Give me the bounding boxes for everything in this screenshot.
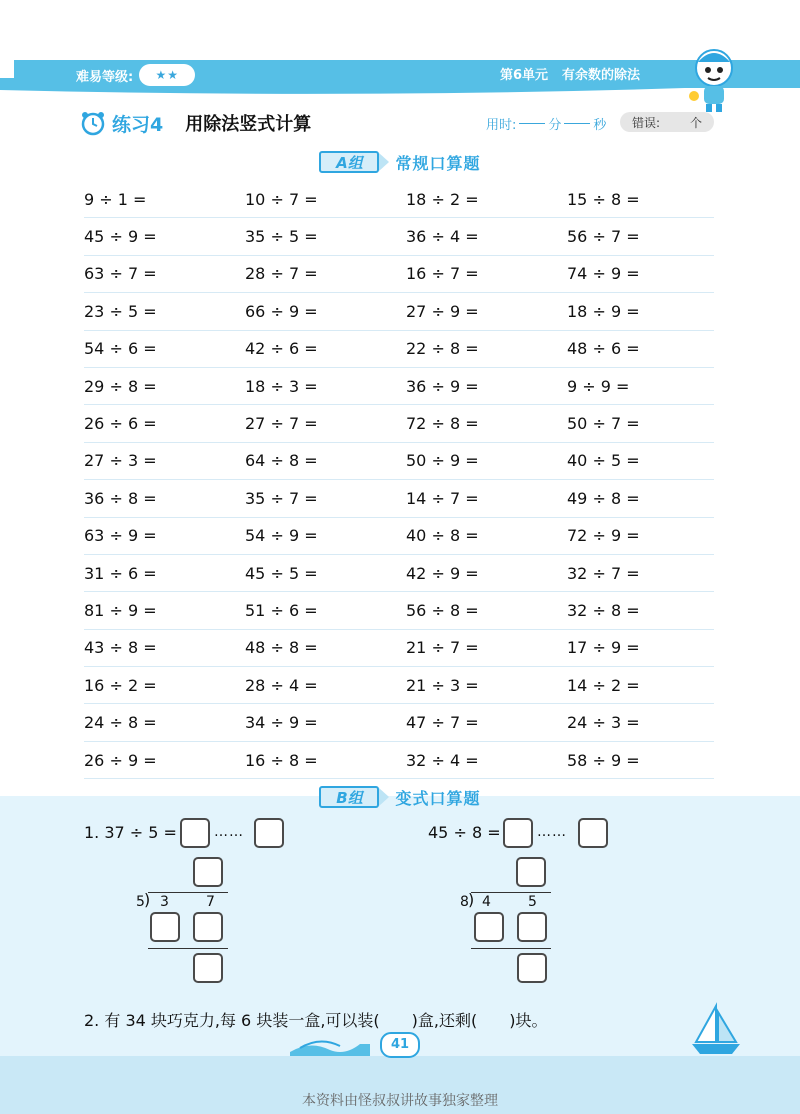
division-problem: 15 ÷ 8 = [567, 189, 640, 209]
division-problem: 21 ÷ 3 = [406, 675, 479, 695]
error-label: 错误: [632, 115, 661, 130]
division-problem: 42 ÷ 6 = [245, 339, 318, 359]
division-problem: 63 ÷ 7 = [84, 264, 157, 284]
division-problem: 18 ÷ 2 = [406, 189, 479, 209]
division-problem: 10 ÷ 7 = [245, 189, 318, 209]
division-problem: 26 ÷ 9 = [84, 750, 157, 770]
division-problem: 28 ÷ 7 = [245, 264, 318, 284]
division-problem: 43 ÷ 8 = [84, 638, 157, 658]
division-problem: 36 ÷ 9 = [406, 376, 479, 396]
division-bracket-line [471, 892, 551, 893]
product-ones-box[interactable] [517, 912, 547, 942]
division-problem: 49 ÷ 8 = [567, 488, 640, 508]
footer-note: 本资料由怪叔叔讲故事独家整理 [302, 1093, 498, 1109]
pencil-tag-icon [319, 151, 389, 173]
unit-heading [500, 64, 640, 83]
group-a-tag: A组 [319, 151, 379, 173]
division-problem: 56 ÷ 7 = [567, 227, 640, 247]
division-problem: 14 ÷ 7 = [406, 488, 479, 508]
division-problem: 72 ÷ 9 = [567, 526, 640, 546]
group-a-problem-grid [84, 181, 714, 779]
product-tens-box[interactable] [150, 912, 180, 942]
pencil-tip-icon [379, 153, 389, 171]
error-count-box [620, 112, 714, 132]
sailboat-icon [686, 1002, 746, 1058]
division-problem: 45 ÷ 9 = [84, 227, 157, 247]
division-problem: 16 ÷ 2 = [84, 675, 157, 695]
division-problem: 9 ÷ 1 = [84, 189, 147, 209]
subtraction-line [148, 948, 228, 949]
group-a-title: 常规口算题 [395, 153, 481, 173]
wave-icon [290, 1036, 370, 1056]
division-problem: 22 ÷ 8 = [406, 339, 479, 359]
time-label: 用时: [486, 118, 517, 133]
quotient-box[interactable] [180, 818, 210, 848]
problem-row [84, 704, 714, 741]
group-b-header [0, 784, 800, 810]
unit-number: 第6单元 [500, 68, 549, 83]
unit-name: 有余数的除法 [562, 68, 641, 83]
division-problem: 50 ÷ 9 = [406, 451, 479, 471]
problem-row [84, 480, 714, 517]
problem-1-left-expression: 1. 37 ÷ 5 = [84, 823, 177, 842]
mascot-icon [678, 42, 750, 114]
product-tens-box[interactable] [474, 912, 504, 942]
division-problem: 23 ÷ 5 = [84, 301, 157, 321]
division-problem: 51 ÷ 6 = [245, 600, 318, 620]
division-problem: 26 ÷ 6 = [84, 414, 157, 434]
division-problem: 63 ÷ 9 = [84, 526, 157, 546]
division-problem: 17 ÷ 9 = [567, 638, 640, 658]
remainder-dots: …… [537, 824, 567, 840]
problem-row [84, 667, 714, 704]
division-problem: 40 ÷ 5 = [567, 451, 640, 471]
quotient-box[interactable] [503, 818, 533, 848]
division-problem: 56 ÷ 8 = [406, 600, 479, 620]
difficulty-label: 难易等级: [76, 69, 134, 85]
division-problem: 72 ÷ 8 = [406, 414, 479, 434]
division-problem: 24 ÷ 3 = [567, 713, 640, 733]
division-problem: 24 ÷ 8 = [84, 713, 157, 733]
alarm-clock-icon [80, 110, 106, 136]
division-problem: 47 ÷ 7 = [406, 713, 479, 733]
problem-row [84, 293, 714, 330]
division-problem: 32 ÷ 7 = [567, 563, 640, 583]
problem-2-text: 2. 有 34 块巧克力,每 6 块装一盒,可以装( )盒,还剩( )块。 [84, 1011, 548, 1030]
division-problem: 18 ÷ 3 = [245, 376, 318, 396]
division-problem: 42 ÷ 9 = [406, 563, 479, 583]
division-problem: 29 ÷ 8 = [84, 376, 157, 396]
division-problem: 54 ÷ 9 = [245, 526, 318, 546]
page-number: 41 [380, 1032, 420, 1058]
problem-row [84, 555, 714, 592]
problem-1-right-expression: 45 ÷ 8 = [428, 823, 501, 842]
division-bracket-line [148, 892, 228, 893]
remainder-result-box[interactable] [193, 953, 223, 983]
problem-row [84, 181, 714, 218]
division-problem: 32 ÷ 8 = [567, 600, 640, 620]
stars-icon: ★★ [155, 68, 179, 82]
division-problem: 35 ÷ 5 = [245, 227, 318, 247]
dividend-ones: 7 [206, 894, 215, 910]
quotient-box[interactable] [516, 857, 546, 887]
problem-row [84, 592, 714, 629]
problem-row [84, 368, 714, 405]
division-problem: 40 ÷ 8 = [406, 526, 479, 546]
dividend-ones: 5 [528, 894, 537, 910]
error-unit: 个 [689, 115, 702, 130]
division-problem: 36 ÷ 8 = [84, 488, 157, 508]
division-problem: 74 ÷ 9 = [567, 264, 640, 284]
problem-row [84, 331, 714, 368]
subtraction-line [471, 948, 551, 949]
difficulty-rating [76, 64, 195, 86]
division-problem: 35 ÷ 7 = [245, 488, 318, 508]
remainder-box[interactable] [578, 818, 608, 848]
division-problem: 18 ÷ 9 = [567, 301, 640, 321]
group-b-tag: B组 [319, 786, 379, 808]
dividend-tens: 3 [160, 894, 169, 910]
division-problem: 28 ÷ 4 = [245, 675, 318, 695]
division-problem: 21 ÷ 7 = [406, 638, 479, 658]
second-unit: 秒 [593, 118, 607, 133]
division-problem: 27 ÷ 7 = [245, 414, 318, 434]
group-a-header [0, 149, 800, 175]
division-problem: 66 ÷ 9 = [245, 301, 318, 321]
divisor: 5 [136, 894, 145, 910]
quotient-box[interactable] [193, 857, 223, 887]
division-problem: 64 ÷ 8 = [245, 451, 318, 471]
remainder-box[interactable] [254, 818, 284, 848]
division-problem: 32 ÷ 4 = [406, 750, 479, 770]
product-ones-box[interactable] [193, 912, 223, 942]
pencil-tag-icon [319, 786, 389, 808]
division-bracket-icon: ) [468, 890, 475, 909]
division-problem: 27 ÷ 3 = [84, 451, 157, 471]
division-problem: 48 ÷ 8 = [245, 638, 318, 658]
problem-row [84, 518, 714, 555]
division-problem: 54 ÷ 6 = [84, 339, 157, 359]
division-problem: 81 ÷ 9 = [84, 600, 157, 620]
pencil-tip-icon [379, 788, 389, 806]
division-problem: 34 ÷ 9 = [245, 713, 318, 733]
division-problem: 58 ÷ 9 = [567, 750, 640, 770]
division-problem: 16 ÷ 8 = [245, 750, 318, 770]
division-problem: 9 ÷ 9 = [567, 376, 630, 396]
group-b-title: 变式口算题 [395, 788, 481, 808]
seconds-blank[interactable] [564, 123, 590, 124]
problem-row [84, 443, 714, 480]
problem-row [84, 630, 714, 667]
cloud-stars-badge [139, 64, 195, 86]
minutes-blank[interactable] [519, 123, 545, 124]
division-problem: 36 ÷ 4 = [406, 227, 479, 247]
minute-unit: 分 [548, 118, 562, 133]
division-problem: 14 ÷ 2 = [567, 675, 640, 695]
practice-number: 练习4 [112, 113, 164, 136]
division-problem: 50 ÷ 7 = [567, 414, 640, 434]
problem-row [84, 742, 714, 779]
division-problem: 48 ÷ 6 = [567, 339, 640, 359]
division-problem: 27 ÷ 9 = [406, 301, 479, 321]
dividend-tens: 4 [482, 894, 491, 910]
page-title: 用除法竖式计算 [185, 114, 312, 135]
problem-row [84, 218, 714, 255]
remainder-dots: …… [214, 824, 244, 840]
remainder-result-box[interactable] [517, 953, 547, 983]
division-problem: 16 ÷ 7 = [406, 264, 479, 284]
division-problem: 45 ÷ 5 = [245, 563, 318, 583]
division-bracket-icon: ) [144, 890, 151, 909]
time-spent [486, 114, 606, 133]
problem-row [84, 405, 714, 442]
problem-row [84, 256, 714, 293]
division-problem: 31 ÷ 6 = [84, 563, 157, 583]
divisor: 8 [460, 894, 469, 910]
